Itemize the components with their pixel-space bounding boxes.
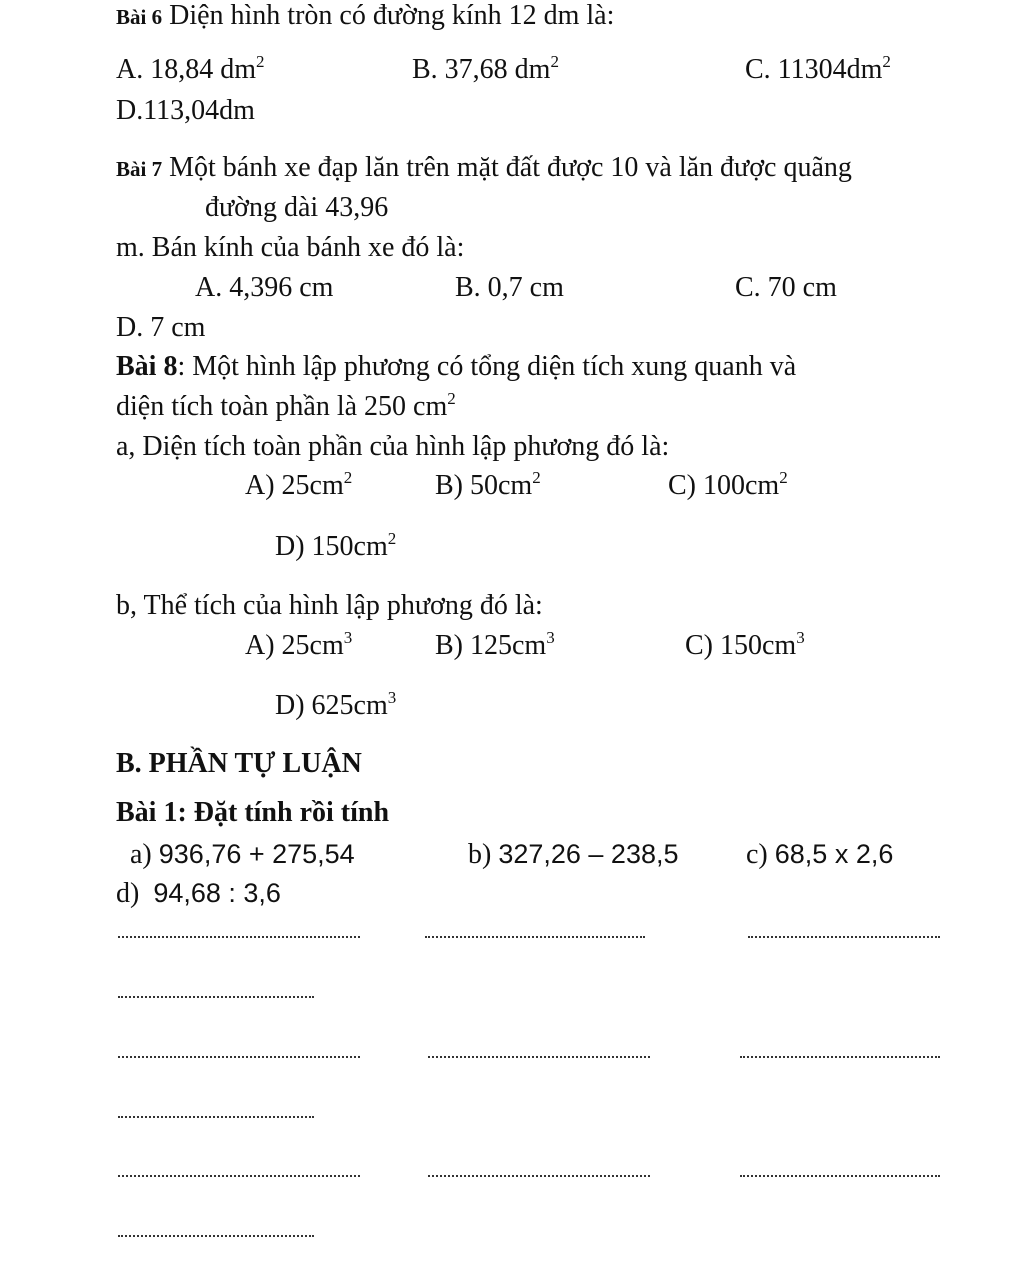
bai8b-question: b, Thể tích của hình lập phương đó là: (116, 590, 543, 621)
bai6-option-a: A. 18,84 $dm^2$ (116, 52, 265, 85)
bai8b-option-d: D) $625cm^3$ (275, 688, 397, 721)
answer-line[interactable] (740, 1056, 940, 1058)
bai8a-option-a: A) $25cm^2$ (245, 468, 353, 501)
answer-line[interactable] (118, 1056, 360, 1058)
bai6-option-b: B. 37,68 $dm^2$ (412, 52, 559, 85)
bai6-text: Diện hình tròn có đường kính 12 dm là: (169, 0, 615, 31)
bai8a-option-b: B) $50cm^2$ (435, 468, 541, 501)
bai6-option-c: C. $11304dm^2$ (745, 52, 891, 85)
answer-line[interactable] (118, 936, 360, 938)
bai8a-option-d: D) $150cm^2$ (275, 529, 397, 562)
bai7-option-a: A. 4,396 cm (195, 272, 334, 303)
bai7-label: Bài 7 (116, 157, 163, 181)
bai8-question (116, 351, 796, 383)
bai6-label: Bài 6 (116, 5, 163, 29)
bai7-option-d: D. 7 cm (116, 312, 206, 343)
bai7-question (116, 152, 852, 185)
bai8b-option-a: A) $25cm^3$ (245, 628, 353, 661)
bai1-item-a: a) 936,76 + 275,54 (130, 839, 355, 870)
answer-line[interactable] (118, 1235, 314, 1237)
answer-line[interactable] (118, 1175, 360, 1177)
answer-line[interactable] (425, 936, 645, 938)
answer-line[interactable] (118, 1116, 314, 1118)
bai8-line1: : Một hình lập phương có tổng diện tích xung quanh và (177, 351, 797, 382)
answer-line[interactable] (428, 1175, 650, 1177)
bai8b-option-c: C) $150cm^3$ (685, 628, 805, 661)
bai8-line2: diện tích toàn phần là 250 $cm^2$ (116, 389, 456, 422)
bai7-option-c: C. 70 cm (735, 272, 837, 303)
bai8-label: Bài 8 (116, 351, 178, 382)
bai7-line2: đường dài 43,96 (205, 192, 389, 223)
answer-line[interactable] (740, 1175, 940, 1177)
bai7-option-b: B. 0,7 cm (455, 272, 564, 303)
bai8b-option-b: B) $125cm^3$ (435, 628, 555, 661)
bai7-line3: m. Bán kính của bánh xe đó là: (116, 232, 465, 263)
answer-line[interactable] (428, 1056, 650, 1058)
bai1-item-b: b) 327,26 – 238,5 (468, 839, 679, 870)
bai8a-question: a, Diện tích toàn phần của hình lập phương đó là: (116, 431, 670, 462)
answer-line[interactable] (118, 996, 314, 998)
bai6-option-d: D.113,04dm (116, 95, 255, 126)
bai8a-option-c: C) $100cm^2$ (668, 468, 788, 501)
section-b-heading: B. PHẦN TỰ LUẬN (116, 748, 362, 779)
bai7-line1: Một bánh xe đạp lăn trên mặt đất được 10 và lăn được quãng (169, 152, 852, 183)
bai1-item-c: c) 68,5 x 2,6 (746, 839, 894, 870)
bai1-item-d: d) 94,68 : 3,6 (116, 878, 281, 909)
answer-line[interactable] (748, 936, 940, 938)
bai1-title: Bài 1: Đặt tính rồi tính (116, 797, 390, 828)
bai6-question (116, 0, 614, 33)
